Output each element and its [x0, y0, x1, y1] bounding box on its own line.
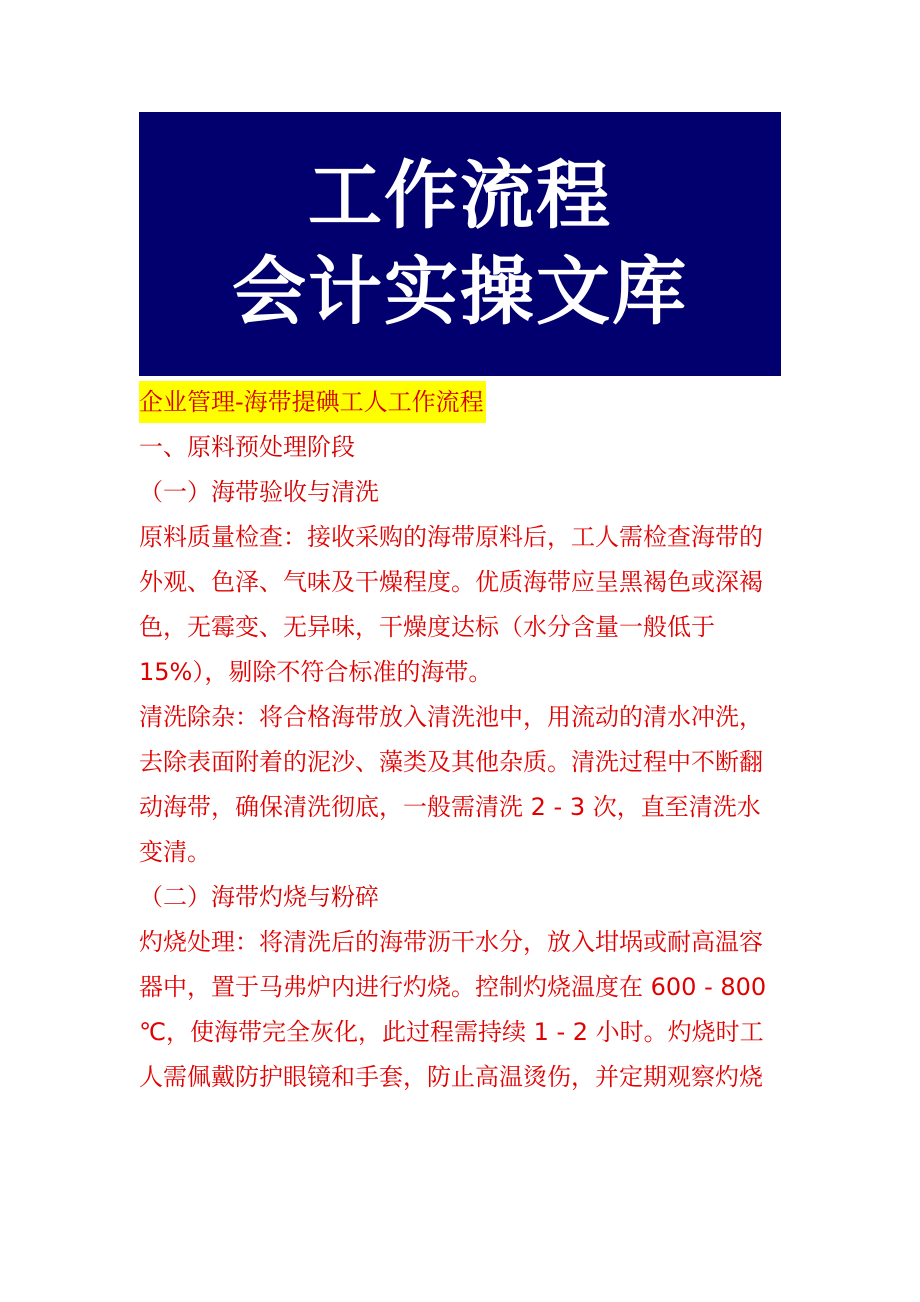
subsection-heading-1: （一）海带验收与清洗 [139, 478, 379, 506]
cover-banner [139, 112, 781, 376]
paragraph-line: 去除表面附着的泥沙、藻类及其他杂质。清洗过程中不断翻 [139, 748, 763, 776]
paragraph-line: 色，无霉变、无异味，干燥度达标（水分含量一般低于 [139, 613, 715, 641]
paragraph-line: 人需佩戴防护眼镜和手套，防止高温烫伤，并定期观察灼烧 [139, 1063, 763, 1091]
paragraph-line: 动海带，确保清洗彻底，一般需清洗 2 - 3 次，直至清洗水 [139, 793, 761, 821]
paragraph-line: 器中，置于马弗炉内进行灼烧。控制灼烧温度在 600 - 800 [139, 973, 767, 1001]
document-body [139, 380, 799, 1100]
banner-title-line1: 工作流程 [308, 153, 612, 239]
paragraph-line: 原料质量检查：接收采购的海带原料后，工人需检查海带的 [139, 523, 763, 551]
paragraph-line: 变清。 [139, 838, 211, 866]
paragraph-line: 外观、色泽、气味及干燥程度。优质海带应呈黑褐色或深褐 [139, 568, 763, 596]
document-title-row [139, 380, 799, 425]
paragraph-line: 清洗除杂：将合格海带放入清洗池中，用流动的清水冲洗， [139, 703, 763, 731]
section-heading: 一、原料预处理阶段 [139, 433, 355, 461]
paragraph-line: 灼烧处理：将清洗后的海带沥干水分，放入坩埚或耐高温容 [139, 928, 763, 956]
subsection-heading-2: （二）海带灼烧与粉碎 [139, 883, 379, 911]
paragraph-line: ℃，使海带完全灰化，此过程需持续 1 - 2 小时。灼烧时工 [139, 1018, 764, 1046]
banner-title-line2: 会计实操文库 [232, 249, 688, 335]
document-title: 企业管理-海带提碘工人工作流程 [139, 381, 486, 423]
paragraph-line: 15%），剔除不符合标准的海带。 [139, 658, 493, 686]
